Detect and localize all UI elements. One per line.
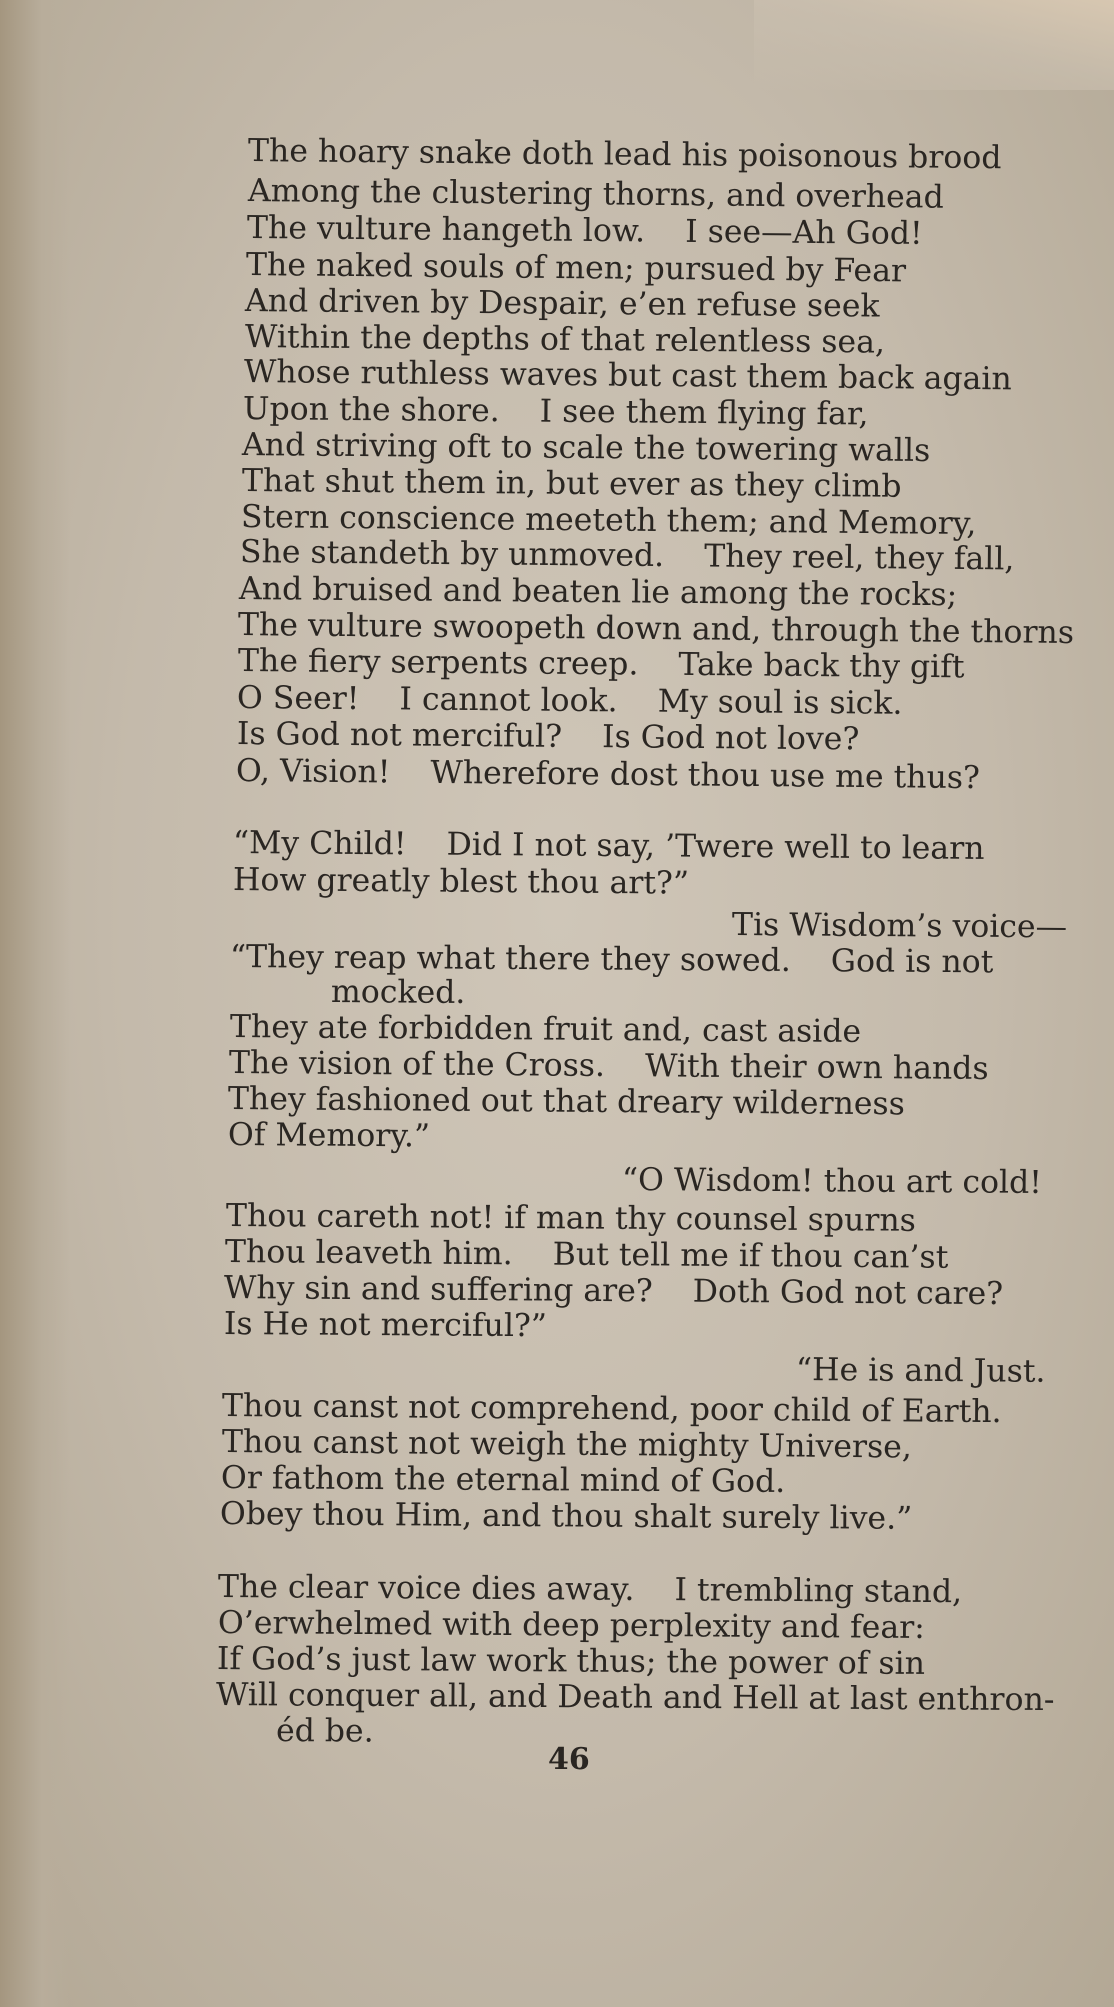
- poem-line: Upon the shore. I see them flying far,: [242, 391, 869, 433]
- poem-line: Thou canst not weigh the mighty Universe,: [221, 1424, 913, 1466]
- poem-line: Whose ruthless waves but cast them back again: [243, 354, 1012, 398]
- poem-line: If God’s just law work thus; the power of sin: [216, 1641, 926, 1682]
- poem-line: That shut them in, but ever as they climb: [241, 463, 902, 505]
- poem-line: Is God not merciful? Is God not love?: [236, 716, 860, 758]
- poem-line: Is He not merciful?”: [223, 1306, 548, 1345]
- poem-line: Within the depths of that relentless sea,: [244, 319, 886, 361]
- poem-line: The naked souls of men; pursued by Fear: [245, 247, 907, 290]
- poem-line: “O Wisdom! thou art cold!: [621, 1162, 1043, 1201]
- poem-line: And bruised and beaten lie among the rocks;: [238, 571, 958, 614]
- poem-line: Of Memory.”: [227, 1117, 431, 1155]
- poem-line: The vulture swoopeth down and, through the thorns: [237, 607, 1075, 652]
- poem-line: “My Child! Did I not say, ’Twere well to learn: [232, 825, 985, 867]
- poem-line: Will conquer all, and Death and Hell at last enthron-: [215, 1677, 1055, 1719]
- poem-line: O’erwhelmed with deep perplexity and fear:: [217, 1605, 925, 1646]
- poem-line: Thou canst not comprehend, poor child of Earth.: [221, 1388, 1002, 1431]
- poem-line: The fiery serpents creep. Take back thy gift: [237, 643, 965, 686]
- poem-line: The hoary snake doth lead his poisonous brood: [247, 133, 1002, 177]
- poem-line: O Seer! I cannot look. My soul is sick.: [236, 680, 903, 722]
- poem-line: They fashioned out that dreary wilderness: [227, 1081, 905, 1123]
- poem-line: Thou careth not! if man thy counsel spurns: [225, 1198, 917, 1239]
- poem-line: The vulture hangeth low. I see—Ah God!: [246, 210, 923, 252]
- poem-line: Or fathom the eternal mind of God.: [220, 1460, 786, 1500]
- poem-line: “He is and Just.: [795, 1352, 1046, 1390]
- poem-line: How greatly blest thou art?”: [232, 862, 690, 902]
- poem-line: O, Vision! Wherefore dost thou use me thus?: [235, 753, 981, 797]
- poem-line: mocked.: [330, 974, 466, 1011]
- poem-line: And driven by Despair, e’en refuse seek: [244, 283, 880, 325]
- poem-line: Thou leaveth him. But tell me if thou can’st: [224, 1234, 949, 1276]
- poem-line: Obey thou Him, and thou shalt surely live.”: [219, 1496, 913, 1537]
- poem-line: “They reap what there they sowed. God is not: [229, 939, 994, 981]
- poem-line: The vision of the Cross. With their own hands: [228, 1045, 989, 1087]
- poem-line: She standeth by unmoved. They reel, they fall,: [239, 534, 1015, 578]
- page-number: 46: [548, 1742, 590, 1777]
- poem-line: Among the clustering thorns, and overhead: [247, 173, 944, 216]
- poem-line: And striving oft to scale the towering walls: [241, 427, 931, 470]
- poem-line: They ate forbidden fruit and, cast aside: [229, 1009, 862, 1050]
- poem-line: Stern conscience meeteth them; and Memory,: [240, 499, 977, 543]
- poem-line: Tis Wisdom’s voice—: [731, 907, 1068, 946]
- poem-line: Why sin and suffering are? Doth God not care?: [223, 1270, 1004, 1313]
- poem-line: éd be.: [275, 1713, 374, 1750]
- poem-line: The clear voice dies away. I trembling stand,: [217, 1569, 963, 1611]
